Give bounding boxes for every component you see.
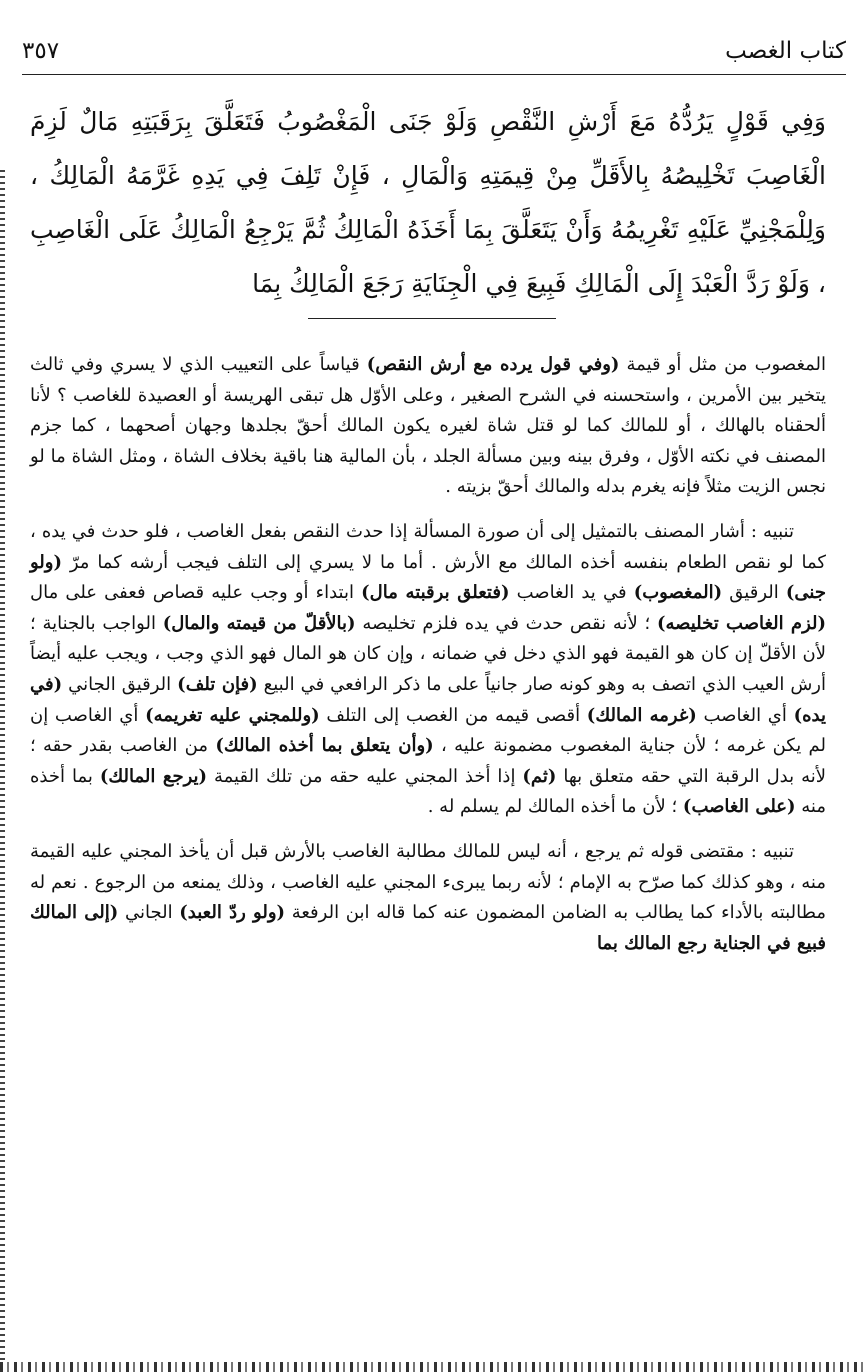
commentary-text: ؛ لأن ما أخذه المالك لم يسلم له . — [427, 796, 683, 818]
commentary-text: الواجب بالجناية ؛ لأن الأقلّ إن كان هو القيمة فهو الذي دخل في ضمانه ، وإن كان هو المال فهو الذي وجب ، ويجب عليه أيضاً أرش العيب الذي اتصف به وهو كونه صار جانياً على ما ذكر الرافعي في البيع — [30, 612, 826, 695]
matn-quote: (في يده) — [30, 673, 827, 726]
sharh-paragraph-2 — [30, 517, 826, 823]
matn-quote: (إلى المالك فبيع في الجناية رجع المالك بما — [30, 902, 826, 954]
matn-quote: (وفي قول يرده مع أرش النقص) — [366, 354, 620, 375]
book-title: كتاب الغصب — [725, 38, 846, 64]
commentary-text: الرقيق الجاني — [62, 673, 178, 695]
commentary-text: بما أخذه منه — [30, 765, 826, 818]
matn-quote: (ولو ردّ العبد) — [179, 902, 286, 924]
page-header — [22, 34, 846, 75]
commentary-text: الجاني — [118, 902, 180, 924]
matn-quote: (بالأقلّ من قيمته والمال) — [162, 612, 356, 634]
sharh-paragraph-1 — [30, 350, 826, 503]
commentary-text: قياساً على التعييب الذي لا يسري وفي ثالث يتخير بين الأمرين ، واستحسنه في الشرح الصغير ، وعلى الأوّل هل تبقى الهريسة أو العصيدة للغاصب ؟ لأنا ألحقناه بالهالك ، أو للمالك كما لو قتل شاة لغيره يكون المالك أحقّ بجلدها وجهان أصحهما ، كما جزم المصنف في نكته الأوّل ، وفرق بينه وبين مسألة الجلد ، بأن المالية هنا باقية بخلاف الشاة ، ومثل الشاة ما لو نجس الزيت مثلاً فإنه يغرم بدله والمالك أحقّ بزيته . — [30, 354, 826, 498]
matn-quote: (المغصوب) — [633, 582, 723, 604]
commentary-text: الرقيق — [722, 582, 786, 604]
commentary-text: أقصى قيمه من الغصب إلى التلف — [319, 704, 587, 726]
matn-quote: (فتعلق برقبته مال) — [361, 582, 510, 604]
commentary-text: المغصوب من مثل أو قيمة — [619, 354, 827, 375]
matn-quote: (ثم) — [522, 765, 557, 787]
matn-quote: (فإن تلف) — [177, 673, 258, 695]
matn-quote: (يرجع المالك) — [99, 765, 208, 787]
commentary-text: من الغاصب بقدر حقه ؛ لأنه بدل الرقبة التي حقه متعلق بها — [30, 735, 826, 787]
sharh-paragraph-3 — [30, 837, 826, 959]
matn-quote: (غرمه المالك) — [586, 704, 697, 726]
matn-quote: (لزم الغاصب تخليصه) — [656, 612, 826, 634]
matn-quote: (على الغاصب) — [682, 796, 796, 818]
matn-text: وَفِي قَوْلٍ يَرُدُّهُ مَعَ أَرْشِ النَّقْصِ وَلَوْ جَنَى الْمَغْصُوبُ فَتَعَلَّقَ بِرَقَبَتِهِ مَالٌ لَزِمَ الْغَاصِبَ تَخْلِيصُهُ بِالأَقَلِّ مِنْ قِيمَتِهِ وَالْمَالِ ، فَإِنْ تَلِفَ فِي يَدِهِ غَرَّمَهُ الْمَالِكُ ، وَلِلْمَجْنِيِّ عَلَيْهِ تَغْرِيمُهُ وَأَنْ يَتَعَلَّقَ بِمَا أَخَذَهُ الْمَالِكُ ثُمَّ يَرْجِعُ الْمَالِكُ عَلَى الْغَاصِبِ ، وَلَوْ رَدَّ الْعَبْدَ إِلَى الْمَالِكِ فَبِيعَ فِي الْجِنَايَةِ رَجَعَ الْمَالِكُ بِمَا — [30, 107, 826, 298]
commentary-text: تنبيه : مقتضى قوله ثم يرجع ، أنه ليس للمالك مطالبة الغاصب بالأرش قبل أن يأخذ المجني عليه القيمة منه ، وهو كذلك كما صرّح به الإمام ؛ لأنه ربما يبرىء المجني عليه الغاصب ، وذلك يمنعه من الرجوع . نعم له مطالبته بالأداء كما يطالب به الضامن المضمون عنه كما قاله ابن الرفعة — [30, 840, 826, 924]
commentary-text: ؛ لأنه نقص حدث في يده فلزم تخليصه — [355, 612, 657, 634]
commentary-text: أي الغاصب إن لم يكن غرمه ؛ لأن جناية المغصوب مضمونة عليه ، — [30, 704, 827, 757]
commentary-text: إذا أخذ المجني عليه حقه من تلك القيمة — [207, 765, 523, 787]
commentary-text: في يد الغاصب — [509, 582, 634, 604]
matn-quote: (وأن يتعلق بما أخذه المالك) — [215, 735, 434, 757]
commentary-text: ابتداء أو وجب عليه قصاص فعفى على مال — [30, 582, 362, 604]
matn-quote: (ولو جنى) — [30, 551, 826, 604]
page-number: ٣٥٧ — [22, 38, 60, 64]
separator-rule — [308, 318, 556, 319]
commentary-text: تنبيه : أشار المصنف بالتمثيل إلى أن صورة المسألة إذا حدث النقص بفعل الغاصب ، فلو حدث في يده ، كما لو نقص الطعام بنفسه أخذه المالك مع الأرش . أما ما لا يسري إلى التلف فيجب أرشه كما مرّ — [30, 520, 826, 573]
sharh-commentary — [30, 350, 826, 959]
bottom-border-ornament — [0, 1362, 868, 1372]
left-border-ornament — [0, 170, 5, 1362]
commentary-text: أي الغاصب — [696, 704, 794, 726]
matn-quote: (وللمجني عليه تغريمه) — [145, 704, 320, 726]
